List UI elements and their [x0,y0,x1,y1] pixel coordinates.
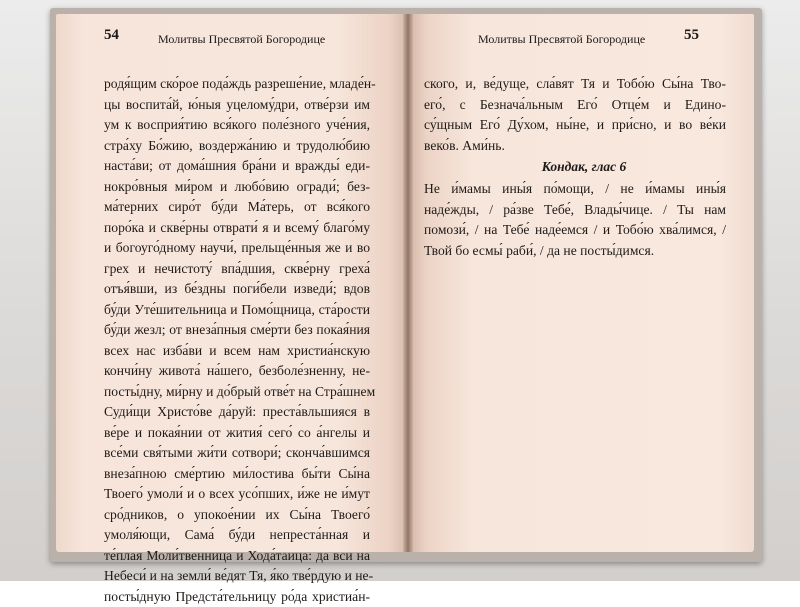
text-line: нокро́вныя ми́ром и любо́вию огради́; без- [104,177,370,198]
text-line: Суди́щи Христо́ве да́руй: преста́вльшияся в [104,402,370,423]
text-line: поро́ка и скве́рны отврати́ я и всему́ благо́му [104,218,370,239]
right-page-number: 55 [684,27,699,44]
text-line: отъя́вши, из бе́здны поги́бели изведи́; вдов [104,279,370,300]
text-line: су́щным Его́ Ду́хом, ны́не, и при́сно, и во ве́ки [424,115,726,136]
text-line: грех и нечистоту́ впа́дшия, скве́рну греха́ [104,259,370,280]
text-line: все́ми свя́тыми жи́ти сотвори́; сконча́вшимся [104,443,370,464]
text-line: помози́, / на Тебе́ наде́емся / и Тобо́ю хва́лимся, / [424,220,726,241]
book-spine [403,14,413,552]
text-line: бу́ди Уте́шительница и Помо́щница, ста́рости [104,300,370,321]
left-page-number: 54 [104,27,119,44]
left-page-body [104,74,370,607]
text-line: Твой бо есмы́ раби́, / да не посты́димся. [424,241,726,262]
text-line: бу́ди жезл; от внеза́пныя сме́рти без покая́ния [104,320,370,341]
text-line: умоля́ющи, Сама́ бу́ди непреста́нная и [104,525,370,546]
text-line: ве́ре и покая́нии от жития́ сего́ со а́нгелы и [104,423,370,444]
text-line: те́плая Моли́твенница и Хода́таица: да вси на [104,546,370,567]
text-line: родя́щим ско́рое пода́ждь разреше́ние, младе́н- [104,74,370,95]
right-running-header: Молитвы Пресвятой Богородице [478,32,645,47]
text-line: Не и́мамы ины́я по́мощи, / не и́мамы ины́я [424,179,726,200]
text-line: и богоуго́дному научи́, прельще́нныя же и во [104,238,370,259]
text-line: посты́дну, ми́рну и до́брый отве́т на Стра́шнем [104,382,370,403]
text-line: стра́ху Бо́жию, воздержа́нию и трудолю́бию [104,136,370,157]
text-line: веко́в. Ами́нь. [424,136,726,157]
right-page-body-top [424,74,726,156]
kontakion-title: Кондак, глас 6 [424,159,744,175]
text-line: Твоего́ умоли́ и о всех усо́пших, и́же не и́мут [104,484,370,505]
text-line: цы воспита́й, ю́ныя уцелому́дри, отве́рзи им [104,95,370,116]
text-line: наде́жды, / ра́зве Тебе́, Влады́чице. / Ты нам [424,200,726,221]
text-line: наста́ви; от дома́шния бра́ни и вражды́ еди- [104,156,370,177]
text-line: кончи́ну живота́ на́шего, безболе́зненну, не- [104,361,370,382]
kontakion-body [424,179,726,261]
text-line: посты́дную Предста́тельницу ро́да христиа́н- [104,587,370,607]
text-line: его́, с Безнача́льным Его́ Отце́м и Едино- [424,95,726,116]
text-line: внеза́пною сме́ртию ми́лостива бы́ти Сы́на [104,464,370,485]
left-running-header: Молитвы Пресвятой Богородице [158,32,325,47]
text-line: всех нас изба́ви и всем нам христиа́нскую [104,341,370,362]
text-line: ма́терних сиро́т бу́ди Ма́терь, от вся́кого [104,197,370,218]
text-line: сро́дников, о упокое́нии их Сы́на Твоего́ [104,505,370,526]
text-line: ум к восприя́тию вся́кого поле́зного уче́ния, [104,115,370,136]
text-line: ского, и, ве́дуще, сла́вят Тя и Тобо́ю Сы́на Тво- [424,74,726,95]
text-line: Небеси́ и на земли́ ве́дят Тя, я́ко тве́рдую и не- [104,566,370,587]
